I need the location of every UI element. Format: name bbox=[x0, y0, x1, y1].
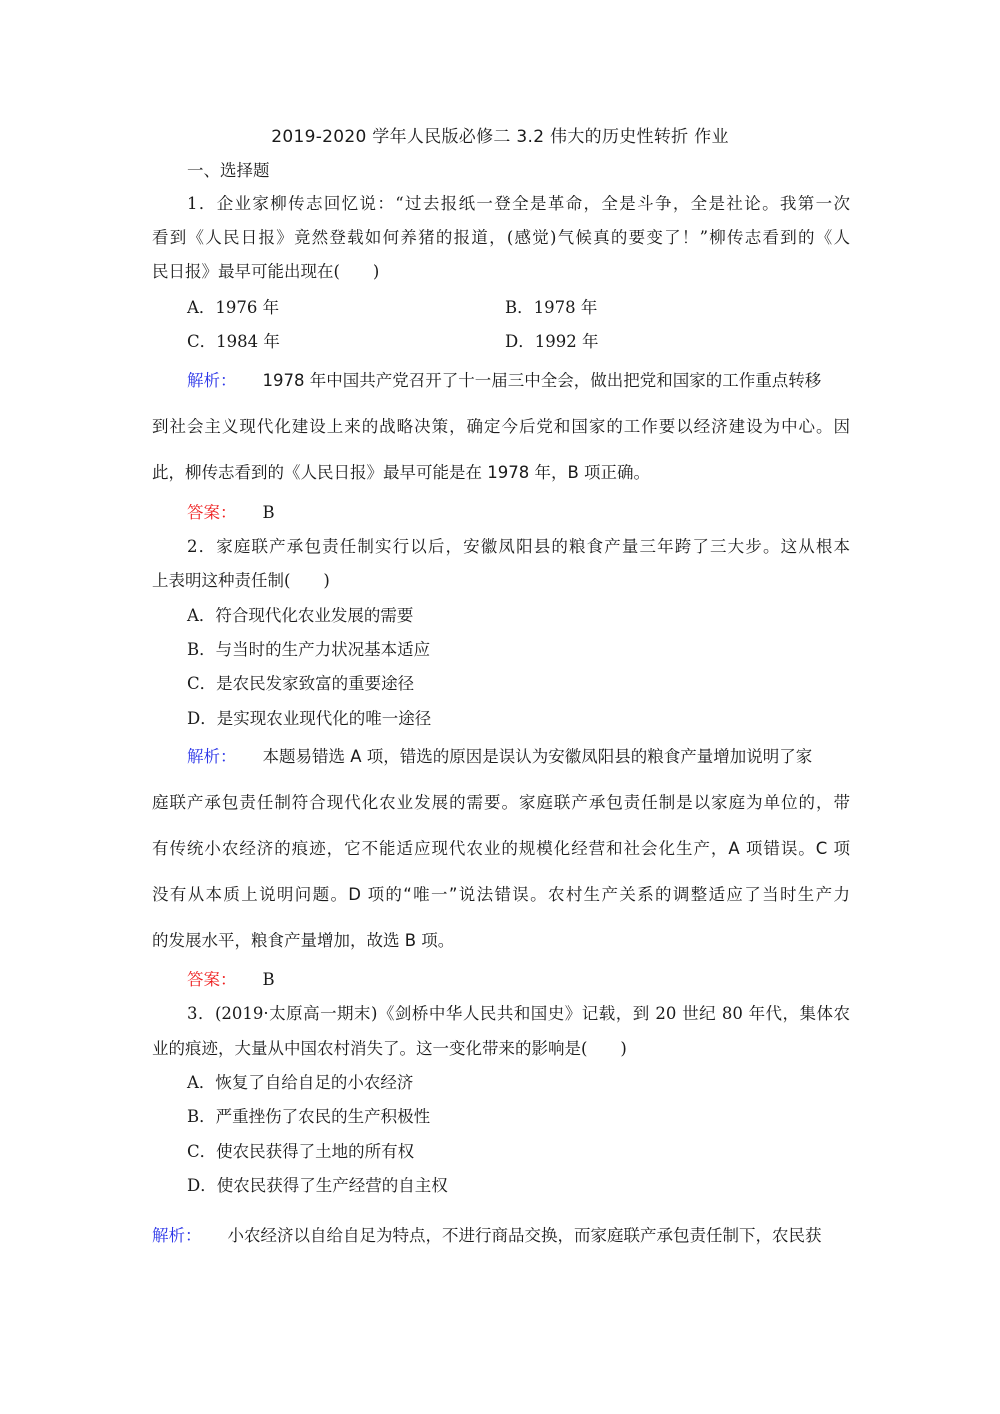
q1-option-a: A．1976 年 bbox=[187, 298, 280, 317]
q3-stem-line-2: 业的痕迹，大量从中国农村消失了。这一变化带来的影响是( ) bbox=[152, 1039, 627, 1058]
q1-option-b: B．1978 年 bbox=[505, 298, 598, 317]
q1-option-d: D．1992 年 bbox=[505, 332, 599, 351]
q2-analysis-line-1 bbox=[187, 743, 887, 767]
q2-answer-value: B bbox=[262, 970, 275, 989]
q1-analysis-line-1 bbox=[187, 367, 887, 391]
q3-analysis-text-1: 小农经济以自给自足为特点，不进行商品交换，而家庭联产承包责任制下，农民获 bbox=[227, 1226, 822, 1245]
analysis-label: 解析： bbox=[152, 1226, 202, 1245]
q1-stem-line-3: 民日报》最早可能出现在( ) bbox=[152, 262, 380, 281]
q2-stem-line-1: 2．家庭联产承包责任制实行以后，安徽凤阳县的粮食产量三年跨了三大步。这从根本 bbox=[187, 537, 850, 556]
q3-analysis-line-1 bbox=[152, 1222, 852, 1246]
q1-stem-line-2: 看到《人民日报》竟然登载如何养猪的报道，(感觉)气候真的要变了！”柳传志看到的《人 bbox=[152, 228, 850, 247]
q2-option-b: B．与当时的生产力状况基本适应 bbox=[187, 640, 431, 659]
q1-answer-value: B bbox=[262, 503, 275, 522]
answer-label: 答案： bbox=[187, 970, 237, 989]
q3-option-b: B．严重挫伤了农民的生产积极性 bbox=[187, 1107, 431, 1126]
q3-stem-line-1: 3．(2019·太原高一期末)《剑桥中华人民共和国史》记载，到 20 世纪 80 年代，集体农 bbox=[187, 1004, 850, 1023]
q1-option-c: C．1984 年 bbox=[187, 332, 280, 351]
q1-answer-line bbox=[187, 499, 887, 523]
q2-analysis-line-5: 的发展水平，粮食产量增加，故选 B 项。 bbox=[152, 931, 455, 950]
q2-stem-line-2: 上表明这种责任制( ) bbox=[152, 571, 330, 590]
q1-analysis-line-3: 此，柳传志看到的《人民日报》最早可能是在 1978 年，B 项正确。 bbox=[152, 463, 651, 482]
document-title: 2019-2020 学年人民版必修二 3.2 伟大的历史性转折 作业 bbox=[271, 127, 729, 147]
q2-answer-line bbox=[187, 966, 887, 990]
q2-analysis-text-1: 本题易错选 A 项，错选的原因是误认为安徽凤阳县的粮食产量增加说明了家 bbox=[262, 747, 813, 766]
section-heading: 一、选择题 bbox=[187, 161, 270, 180]
q3-option-d: D．使农民获得了生产经营的自主权 bbox=[187, 1176, 448, 1195]
q2-analysis-line-2: 庭联产承包责任制符合现代化农业发展的需要。家庭联产承包责任制是以家庭为单位的，带 bbox=[152, 793, 850, 812]
q2-option-a: A．符合现代化农业发展的需要 bbox=[187, 606, 414, 625]
q1-analysis-text-1: 1978 年中国共产党召开了十一届三中全会，做出把党和国家的工作重点转移 bbox=[262, 371, 822, 390]
q1-analysis-line-2: 到社会主义现代化建设上来的战略决策，确定今后党和国家的工作要以经济建设为中心。因 bbox=[152, 417, 850, 436]
q2-analysis-line-3: 有传统小农经济的痕迹，它不能适应现代农业的规模化经营和社会化生产，A 项错误。C 项 bbox=[152, 839, 850, 858]
q3-option-a: A．恢复了自给自足的小农经济 bbox=[187, 1073, 414, 1092]
answer-label: 答案： bbox=[187, 503, 237, 522]
analysis-label: 解析： bbox=[187, 747, 237, 766]
q3-option-c: C．使农民获得了土地的所有权 bbox=[187, 1142, 415, 1161]
q1-stem-line-1: 1．企业家柳传志回忆说：“过去报纸一登全是革命，全是斗争，全是社论。我第一次 bbox=[187, 194, 850, 213]
q2-analysis-line-4: 没有从本质上说明问题。D 项的“唯一”说法错误。农村生产关系的调整适应了当时生产力 bbox=[152, 885, 850, 904]
analysis-label: 解析： bbox=[187, 371, 237, 390]
q2-option-d: D．是实现农业现代化的唯一途径 bbox=[187, 709, 432, 728]
q2-option-c: C．是农民发家致富的重要途径 bbox=[187, 674, 415, 693]
